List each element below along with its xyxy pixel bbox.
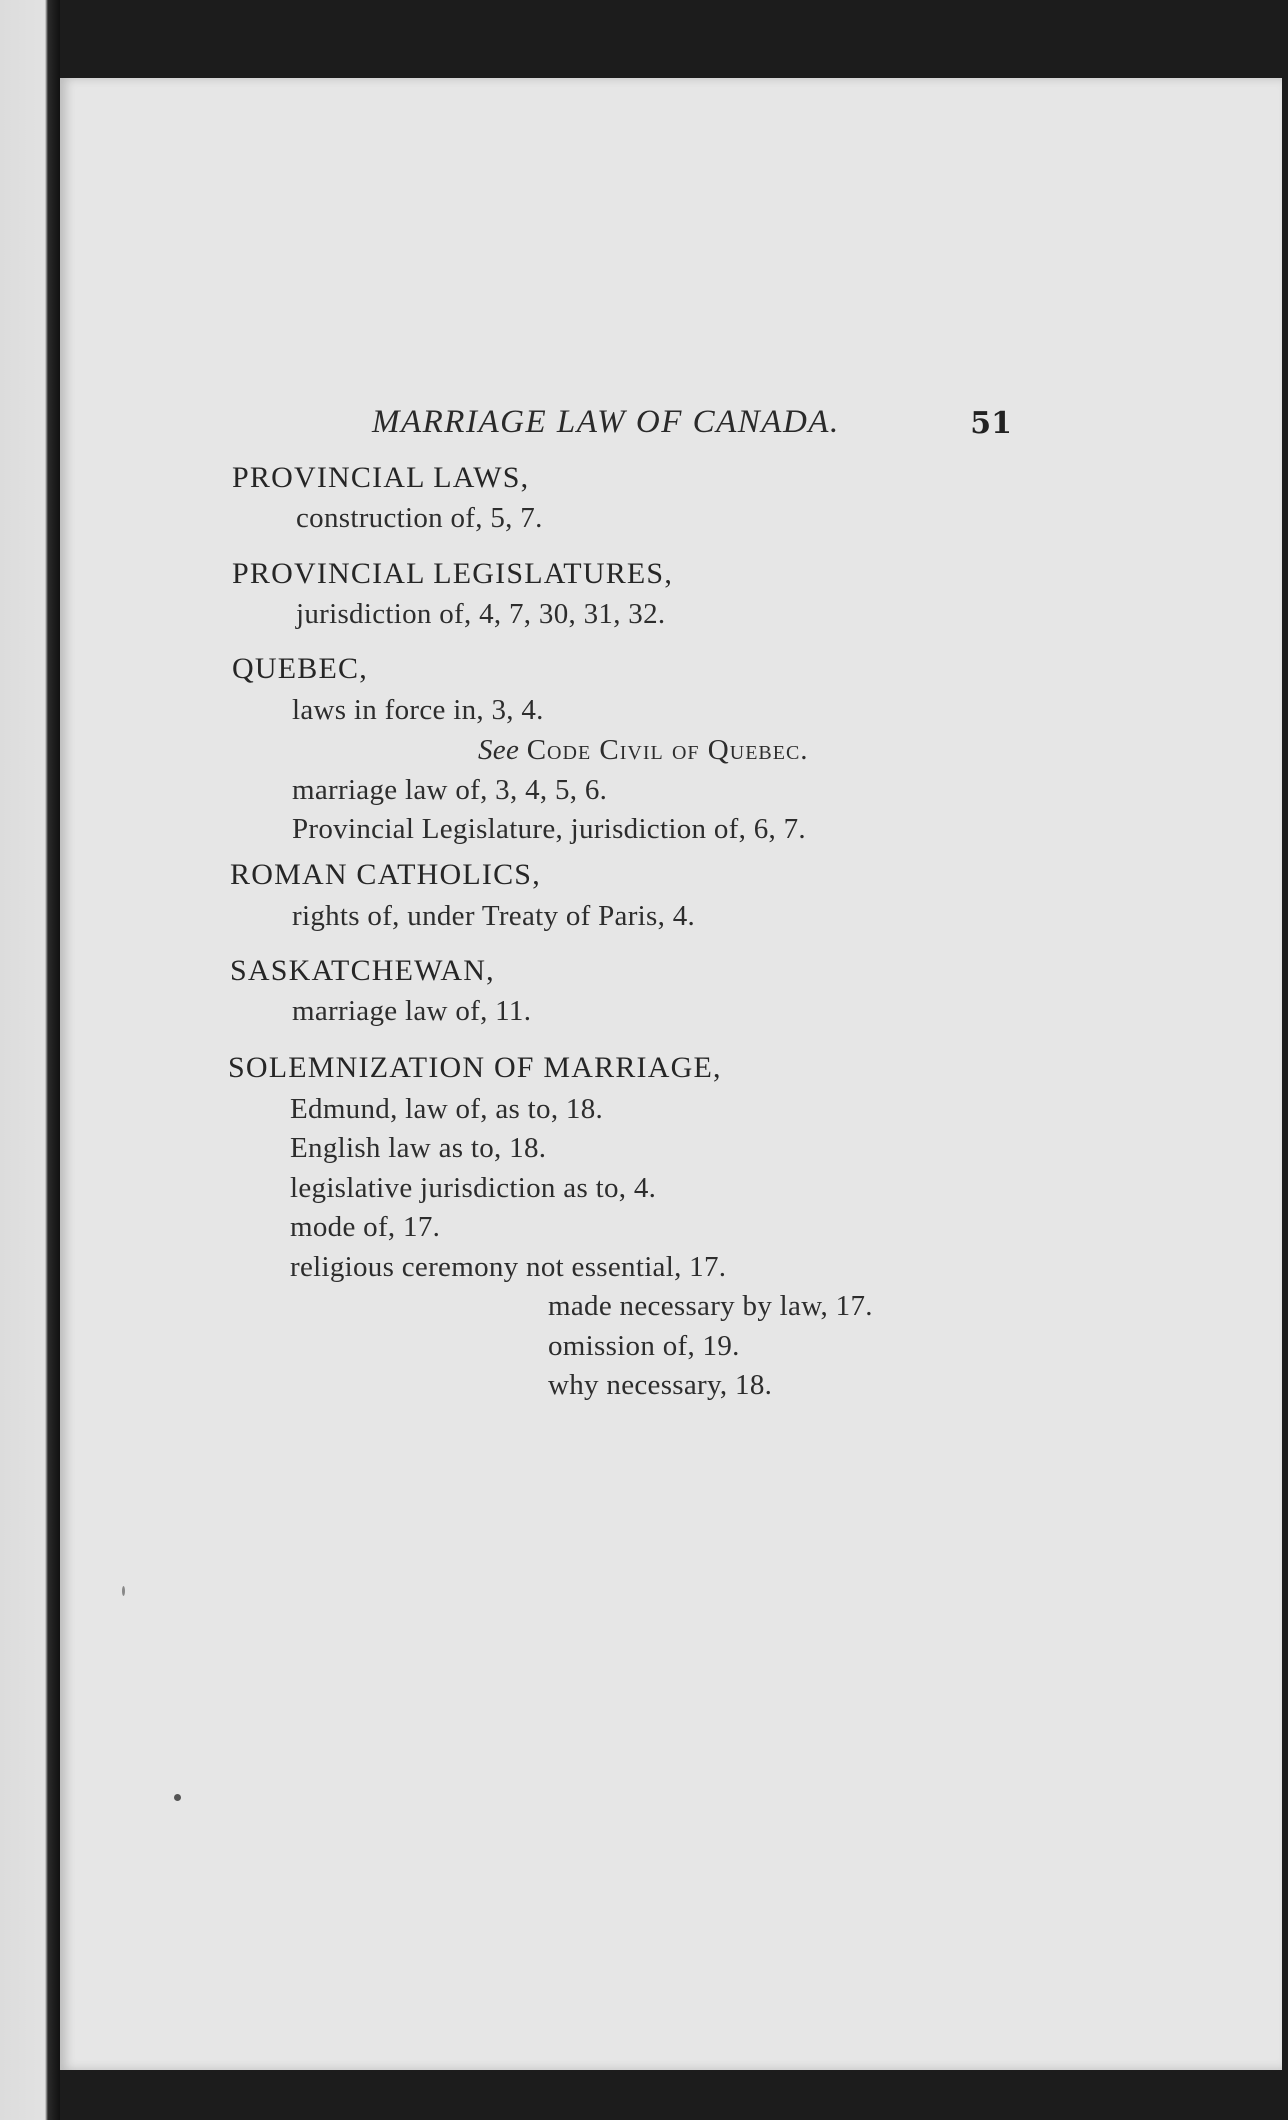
see-prefix: See	[478, 734, 520, 766]
index-subentry: legislative jurisdiction as to, 4.	[290, 1172, 657, 1204]
index-heading: PROVINCIAL LAWS,	[232, 461, 530, 494]
index-subentry: laws in force in, 3, 4.	[292, 694, 544, 726]
page-number: 51	[970, 406, 1012, 441]
index-subsubentry: omission of, 19.	[548, 1330, 740, 1362]
index-subentry: marriage law of, 11.	[292, 995, 532, 1027]
index-heading: SASKATCHEWAN,	[230, 954, 495, 987]
index-subentry: jurisdiction of, 4, 7, 30, 31, 32.	[296, 598, 666, 630]
index-subentry: rights of, under Treaty of Paris, 4.	[292, 900, 696, 932]
page-speck	[174, 1794, 181, 1801]
index-heading: SOLEMNIZATION OF MARRIAGE,	[228, 1051, 722, 1084]
index-subsubentry: why necessary, 18.	[548, 1369, 773, 1401]
index-subentry: Provincial Legislature, jurisdiction of, 6, 7.	[292, 813, 806, 845]
index-subentry: English law as to, 18.	[290, 1132, 547, 1164]
see-reference	[478, 734, 809, 767]
left-page-edge	[0, 0, 60, 2120]
index-subentry: construction of, 5, 7.	[296, 502, 543, 534]
page-header	[372, 404, 1012, 454]
index-heading: ROMAN CATHOLICS,	[230, 858, 541, 891]
index-subentry: religious ceremony not essential, 17.	[290, 1251, 727, 1283]
see-target: Code Civil of Quebec.	[526, 734, 809, 766]
index-subentry: marriage law of, 3, 4, 5, 6.	[292, 774, 608, 806]
index-heading: QUEBEC,	[232, 652, 368, 685]
page-speck	[122, 1586, 125, 1596]
index-heading: PROVINCIAL LEGISLATURES,	[232, 557, 674, 590]
index-subentry: Edmund, law of, as to, 18.	[290, 1093, 604, 1125]
running-title: MARRIAGE LAW OF CANADA.	[372, 404, 840, 440]
index-subentry: mode of, 17.	[290, 1211, 441, 1243]
index-subsubentry: made necessary by law, 17.	[548, 1290, 873, 1322]
